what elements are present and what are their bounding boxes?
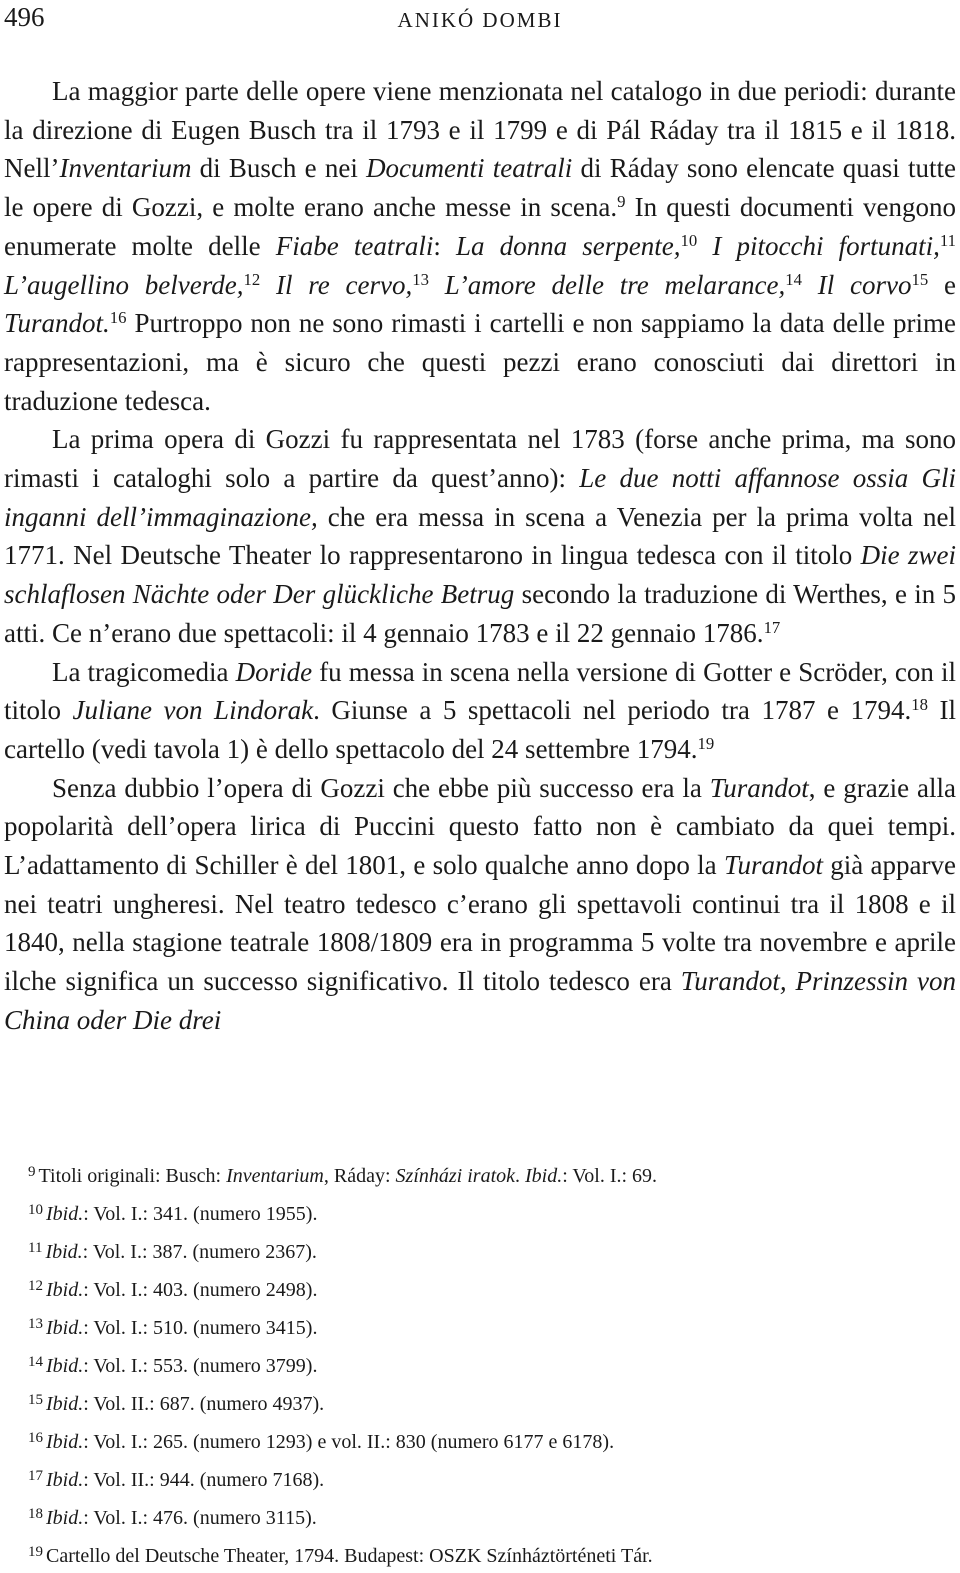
italic-text: Die zwei schlaflosen Nächte oder Der glückliche Betrug <box>4 540 956 610</box>
text-run <box>802 270 818 300</box>
footnote <box>28 1459 948 1497</box>
text-run: La tragicomedia <box>52 656 236 687</box>
text-run: : <box>433 230 457 261</box>
italic-text: Juliane von Lindorak <box>72 695 314 726</box>
footnote-ref[interactable]: 11 <box>939 230 957 250</box>
footnote <box>28 1383 948 1421</box>
text-run: , e grazie alla popolarità dell’opera lirica di Puccini questo fatto non è cambiato da quei tempi. L’adattamento di Schiller è del 1801, e solo qualche anno dopo la <box>4 772 956 881</box>
footnote-number: 15 <box>28 1392 43 1408</box>
italic-text: Le due notti affannose ossia Gli inganni dell’immaginazione, <box>4 463 956 532</box>
italic-text: Ibid. <box>46 1279 84 1301</box>
body-text <box>4 72 956 1040</box>
footnote <box>28 1307 948 1345</box>
italic-text: Il corvo <box>817 269 912 300</box>
footnote-ref[interactable]: 13 <box>412 269 429 289</box>
text-run: e <box>928 269 957 300</box>
text-run: Purtroppo non ne sono rimasti i cartelli e non sappiamo la data delle prime rappresentazioni, ma è sicuro che questi pezzi erano conosciuti dai direttori in traduzione tedesca. <box>4 308 956 416</box>
running-head: ANIKÓ DOMBI <box>397 8 563 32</box>
italic-text: Documenti teatrali <box>366 153 573 184</box>
text-run: già apparve nei teatri ungheresi. Nel teatro tedesco c’erano gli spettavoli continui tra il 1808 e il 1840, nella stagione teatrale 1808/1809 era in programma 5 volte tra novembre e aprile ilche significa un successo significativo. Il titolo tedesco era <box>4 850 956 997</box>
text-run <box>429 270 445 300</box>
text-run: In questi documenti vengono enumerate molte delle <box>4 192 956 261</box>
italic-text: Ibid. <box>45 1241 83 1263</box>
italic-text: Turandot, Prinzessin von China oder Die drei <box>4 966 956 1035</box>
text-run: Titoli originali: Busch: <box>38 1165 227 1187</box>
text-run: di Busch e nei <box>191 153 367 184</box>
paragraph <box>4 653 956 769</box>
text-run: : Vol. I.: 553. (numero 3799). <box>83 1355 318 1377</box>
footnote-number: 18 <box>28 1506 43 1522</box>
footnote-number: 16 <box>28 1430 43 1446</box>
footnote-number: 11 <box>28 1240 43 1256</box>
footnote-number: 9 <box>28 1164 36 1180</box>
italic-text: Ibid. <box>46 1431 84 1453</box>
text-run: di Ráday sono elencate quasi tutte le opere di Gozzi, e molte erano anche messe in scena. <box>4 153 957 223</box>
text-run: : Vol. I.: 403. (numero 2498). <box>83 1279 318 1301</box>
footnote-ref[interactable]: 10 <box>680 230 698 250</box>
page-header <box>0 0 960 40</box>
italic-text: Turandot. <box>4 308 110 339</box>
footnote-ref[interactable]: 17 <box>763 617 781 637</box>
italic-text: Inventarium <box>59 153 192 184</box>
text-run: secondo la traduzione di Werthes, e in 5 atti. Ce n’erano due spettacoli: il 4 gennaio 1783 e il 22 gennaio 1786. <box>4 579 957 648</box>
text-run: : Vol. I.: 476. (numero 3115). <box>83 1507 317 1529</box>
footnote-ref[interactable]: 14 <box>785 269 802 289</box>
footnote <box>28 1231 948 1269</box>
footnote <box>28 1155 948 1193</box>
text-run: . Giunse a 5 spettacoli nel periodo tra 1787 e 1794. <box>313 695 912 726</box>
footnote-ref[interactable]: 9 <box>617 191 626 211</box>
footnote-number: 13 <box>28 1316 43 1332</box>
footnote-ref[interactable]: 19 <box>697 733 715 753</box>
italic-text: La donna serpente, <box>456 230 681 261</box>
italic-text: L’augellino belverde, <box>4 269 244 300</box>
text-run: : Vol. I.: 265. (numero 1293) e vol. II.: 830 (numero 6177 e 6178). <box>83 1431 615 1453</box>
italic-text: Ibid. <box>46 1507 84 1529</box>
text-run: : Vol. I.: 510. (numero 3415). <box>83 1317 318 1339</box>
footnote-number: 12 <box>28 1278 43 1294</box>
italic-text: Inventarium <box>226 1165 324 1187</box>
text-run: : Vol. I.: 341. (numero 1955). <box>83 1203 318 1225</box>
text-run: Cartello del Deutsche Theater, 1794. Budapest: OSZK Színháztörténeti Tár. <box>46 1545 653 1567</box>
italic-text: I pitocchi fortunati, <box>712 230 940 261</box>
italic-text: Fiabe teatrali <box>275 230 434 261</box>
footnote-ref[interactable]: 18 <box>911 695 928 715</box>
text-run: . <box>515 1165 525 1187</box>
footnote-number: 10 <box>28 1202 43 1218</box>
italic-text: Doride <box>235 656 313 687</box>
footnote <box>28 1193 948 1231</box>
footnote-number: 17 <box>28 1468 43 1484</box>
text-run: Il cartello (vedi tavola 1) è dello spettacolo del 24 settembre 1794. <box>4 695 956 764</box>
footnote <box>28 1421 948 1459</box>
footnote <box>28 1497 948 1535</box>
italic-text: Ibid. <box>46 1469 84 1491</box>
italic-text: Ibid. <box>525 1165 563 1187</box>
footnote-ref[interactable]: 15 <box>911 269 929 289</box>
footnote <box>28 1345 948 1383</box>
footnote <box>28 1269 948 1307</box>
footnotes <box>28 1155 948 1573</box>
italic-text: L’amore delle tre melarance, <box>444 269 786 300</box>
text-run: fu messa in scena nella versione di Gotter e Scröder, con il titolo <box>4 656 956 726</box>
footnote-ref[interactable]: 16 <box>109 308 127 328</box>
page-number: 496 <box>4 2 45 32</box>
italic-text: Ibid. <box>46 1355 84 1377</box>
italic-text: Ibid. <box>46 1203 84 1225</box>
footnote-number: 14 <box>28 1354 43 1370</box>
text-run <box>260 270 276 300</box>
text-run: La prima opera di Gozzi fu rappresentata nel 1783 (forse anche prima, ma sono rimasti i cataloghi solo a partire da quest’anno): <box>4 424 956 494</box>
text-run: Senza dubbio l’opera di Gozzi che ebbe più successo era la <box>52 772 710 803</box>
italic-text: Il re cervo, <box>275 269 413 300</box>
italic-text: Turandot <box>723 850 823 881</box>
italic-text: Ibid. <box>46 1393 84 1415</box>
paragraph <box>4 769 956 1040</box>
text-run: che era messa in scena a Venezia per la prima volta nel 1771. Nel Deutsche Theater lo rappresentarono in lingua tedesca con il titolo <box>4 501 956 571</box>
paragraph <box>4 72 956 420</box>
text-run: , Ráday: <box>323 1165 396 1187</box>
italic-text: Színházi iratok <box>395 1165 515 1187</box>
paragraph <box>4 420 956 652</box>
text-run: La maggior parte delle opere viene menzionata nel catalogo in due periodi: durante la direzione di Eugen Busch tra il 1793 e il 1799 e di Pál Ráday tra il 1815 e il 1818. Nell’ <box>4 76 956 184</box>
text-run: : Vol. II.: 944. (numero 7168). <box>83 1469 325 1491</box>
footnote-number: 19 <box>28 1544 43 1560</box>
italic-text: Ibid. <box>46 1317 84 1339</box>
italic-text: Turandot <box>709 772 809 803</box>
text-run <box>697 231 712 261</box>
text-run: : Vol. I.: 387. (numero 2367). <box>82 1241 317 1263</box>
text-run: : Vol. I.: 69. <box>562 1165 658 1187</box>
text-run: : Vol. II.: 687. (numero 4937). <box>83 1393 325 1415</box>
footnote-ref[interactable]: 12 <box>243 269 261 289</box>
footnote <box>28 1535 948 1573</box>
